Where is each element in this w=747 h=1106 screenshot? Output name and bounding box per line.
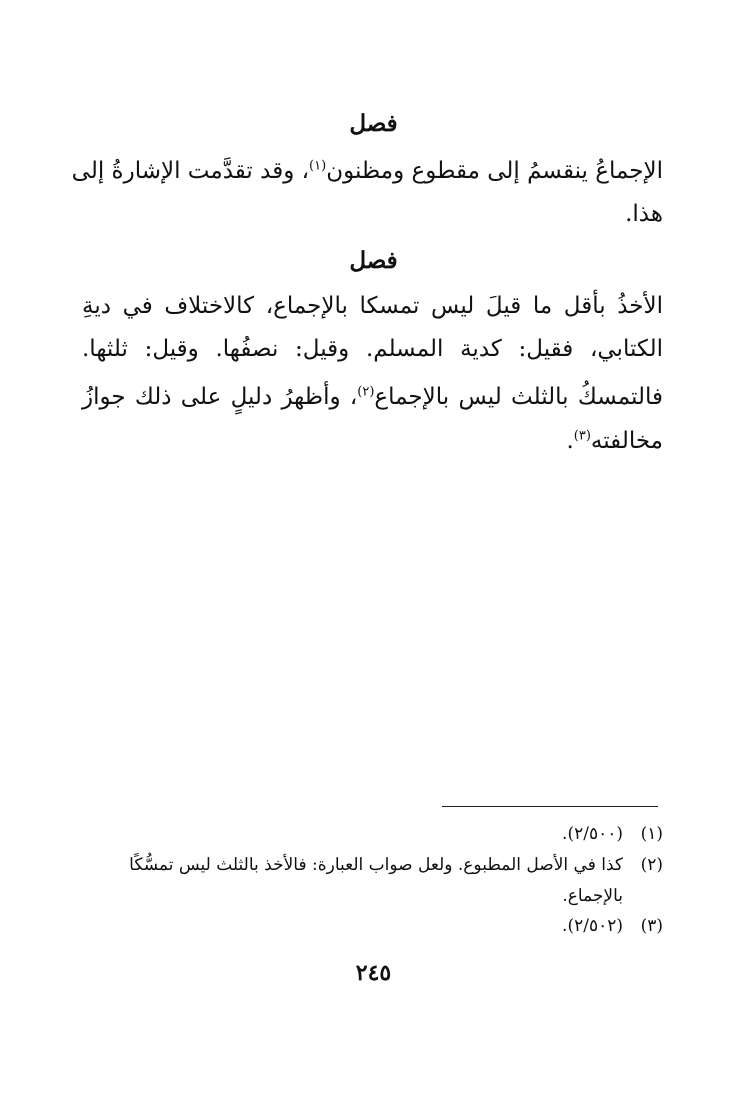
paragraph-3-text-b: ، وأظهرُ دليلٍ على ذلك جوازُ [82, 384, 358, 410]
footnote-1 [562, 826, 663, 843]
footnote-3 [562, 918, 663, 935]
footnote-1-number: (١) [640, 824, 663, 844]
footnote-ref-3: (٣) [573, 428, 591, 444]
paragraph-2-line-2: الكتابي، فقيل: كدية المسلم. وقيل: نصفُها. وقيل: ثلثها. [82, 336, 663, 362]
paragraph-1-text-b: ، وقد تقدَّمت الإشارةُ إلى [71, 158, 310, 184]
footnote-1-text: (٢/٥٠٠). [562, 824, 623, 844]
paragraph-3-line-1 [82, 386, 663, 409]
footnote-ref-1: (١) [309, 158, 327, 174]
paragraph-3-text-d: . [566, 428, 574, 454]
page-number: ٢٤٥ [355, 960, 392, 986]
paragraph-2-line-1: الأخذُ بأقل ما قيلَ ليس تمسكا بالإجماع، كالاختلاف في ديةِ [82, 293, 663, 319]
footnote-2-continuation: بالإجماع. [562, 886, 623, 906]
footnote-ref-2: (٢) [357, 384, 375, 400]
footnote-2-number: (٢) [640, 855, 663, 875]
section-heading-1: فصل [349, 110, 398, 137]
paragraph-1-line-2: هذا. [625, 201, 663, 227]
footnote-2 [129, 857, 663, 874]
footnote-2-text: كذا في الأصل المطبوع. ولعل صواب العبارة: فالأخذ بالثلث ليس تمسُّكًا [129, 855, 623, 875]
footnote-3-number: (٣) [640, 916, 663, 936]
footnote-separator [442, 806, 658, 807]
paragraph-3-line-2 [566, 430, 663, 453]
section-heading-2: فصل [349, 247, 398, 274]
paragraph-1-line-1 [71, 158, 663, 184]
paragraph-3-text-a: فالتمسكُ بالثلث ليس بالإجماع [374, 384, 663, 410]
footnote-3-text: (٢/٥٠٢). [562, 916, 623, 936]
paragraph-3-text-c: مخالفته [590, 428, 663, 454]
paragraph-1-text-a: الإجماعُ ينقسمُ إلى مقطوع ومظنون [326, 158, 663, 184]
